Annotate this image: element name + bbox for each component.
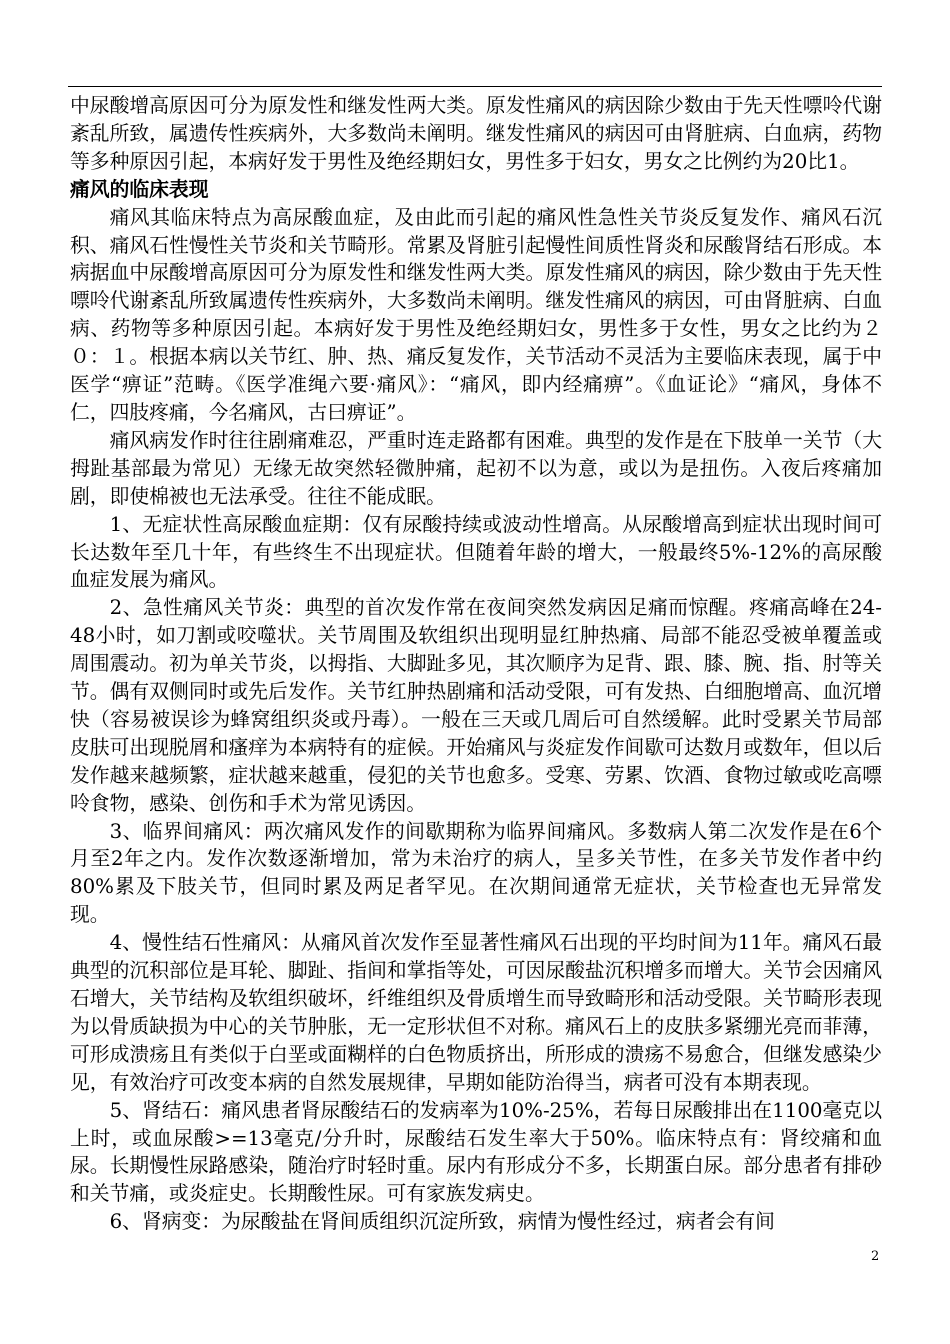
section-heading: 痛风的临床表现 — [70, 177, 209, 201]
paragraph-stage-6: 6、肾病变：为尿酸盐在肾间质组织沉淀所致，病情为慢性经过，病者会有间 — [109, 1210, 775, 1234]
paragraph-stage-1: 1、无症状性高尿酸血症期：仅有尿酸持续或波动性增高。从尿酸增高到症状出现时间可长达数年至几十年，有些终生不出现症状。但随着年龄的增大，一般最终5%-12%的高尿酸血症发展为痛风。 — [70, 512, 882, 592]
paragraph-stage-3: 3、临界间痛风：两次痛风发作的间歇期称为临界间痛风。多数病人第二次发作是在6个月至2年之内。发作次数逐渐增加，常为未治疗的病人，呈多关节性，在多关节发作者中约80%累及下肢关节，但同时累及两足者罕见。在次期间通常无症状，关节检查也无异常发现。 — [70, 819, 882, 927]
page-number: 2 — [871, 1249, 880, 1264]
paragraph-attack: 痛风病发作时往往剧痛难忍，严重时连走路都有困难。典型的发作是在下肢单一关节（大拇趾基部最为常见）无缘无故突然轻微肿痛，起初不以为意，或以为是扭伤。入夜后疼痛加剧，即使棉被也无法承受。往往不能成眠。 — [70, 428, 882, 508]
paragraph-stage-2: 2、急性痛风关节炎：典型的首次发作常在夜间突然发病因足痛而惊醒。疼痛高峰在24-48小时，如刀割或咬噬状。关节周围及软组织出现明显红肿热痛、局部不能忍受被单覆盖或周围震动。初为单关节炎，以拇指、大脚趾多见，其次顺序为足背、跟、膝、腕、指、肘等关节。偶有双侧同时或先后发作。关节红肿热剧痛和活动受限，可有发热、白细胞增高、血沉增快（容易被误诊为蜂窝组织炎或丹毒）。一般在三天或几周后可自然缓解。此时受累关节局部皮肤可出现脱屑和瘙痒为本病特有的症候。开始痛风与炎症发作间歇可达数月或数年，但以后发作越来越频繁，症状越来越重，侵犯的关节也愈多。受寒、劳累、饮酒、食物过敏或吃高嘌呤食物，感染、创伤和手术为常见诱因。 — [70, 596, 882, 815]
paragraph-stage-4: 4、慢性结石性痛风：从痛风首次发作至显著性痛风石出现的平均时间为11年。痛风石最典型的沉积部位是耳轮、脚趾、指间和掌指等处，可因尿酸盐沉积增多而增大。关节会因痛风石增大，关节结构及软组织破坏，纤维组织及骨质增生而导致畸形和活动受限。关节畸形表现为以骨质缺损为中心的关节肿胀，无一定形状但不对称。痛风石上的皮肤多紧绷光亮而菲薄，可形成溃疡且有类似于白垩或面糊样的白色物质挤出，所形成的溃疡不易愈合，但继发感染少见，有效治疗可改变本病的自然发展规律，早期如能防治得当，病者可没有本期表现。 — [70, 931, 882, 1094]
document-body — [70, 92, 882, 1236]
header-rule — [68, 86, 882, 87]
paragraph-stage-5: 5、肾结石：痛风患者肾尿酸结石的发病率为10%-25%，若每日尿酸排出在1100毫克以上时，或血尿酸>=13毫克/分升时，尿酸结石发生率大于50%。临床特点有：肾绞痛和血尿。长期慢性尿路感染，随治疗时轻时重。尿内有形成分不多，长期蛋白尿。部分患者有排砂和关节痛，或炎症史。长期酸性尿。可有家族发病史。 — [70, 1098, 882, 1206]
paragraph-continued: 中尿酸增高原因可分为原发性和继发性两大类。原发性痛风的病因除少数由于先天性嘌呤代谢紊乱所致，属遗传性疾病外，大多数尚未阐明。继发性痛风的病因可由肾脏病、白血病，药物等多种原因引起，本病好发于男性及绝经期妇女，男性多于妇女，男女之比例约为20比1。 — [70, 94, 882, 173]
paragraph-overview: 痛风其临床特点为高尿酸血症，及由此而引起的痛风性急性关节炎反复发作、痛风石沉积、痛风石性慢性关节炎和关节畸形。常累及肾脏引起慢性间质性肾炎和尿酸肾结石形成。本病据血中尿酸增高原因可分为原发性和继发性两大类。原发性痛风的病因，除少数由于先天性嘌呤代谢紊乱所致属遗传性疾病外，大多数尚未阐明。继发性痛风的病因，可由肾脏病、白血病、药物等多种原因引起。本病好发于男性及绝经期妇女，男性多于女性，男女之比约为２０：１。根据本病以关节红、肿、热、痛反复发作，关节活动不灵活为主要临床表现，属于中医学“痹证”范畴。《医学准绳六要·痛风》：“痛风，即内经痛痹”。《血证论》“痛风，身体不仁，四肢疼痛，今名痛风，古曰痹证”。 — [70, 205, 882, 424]
